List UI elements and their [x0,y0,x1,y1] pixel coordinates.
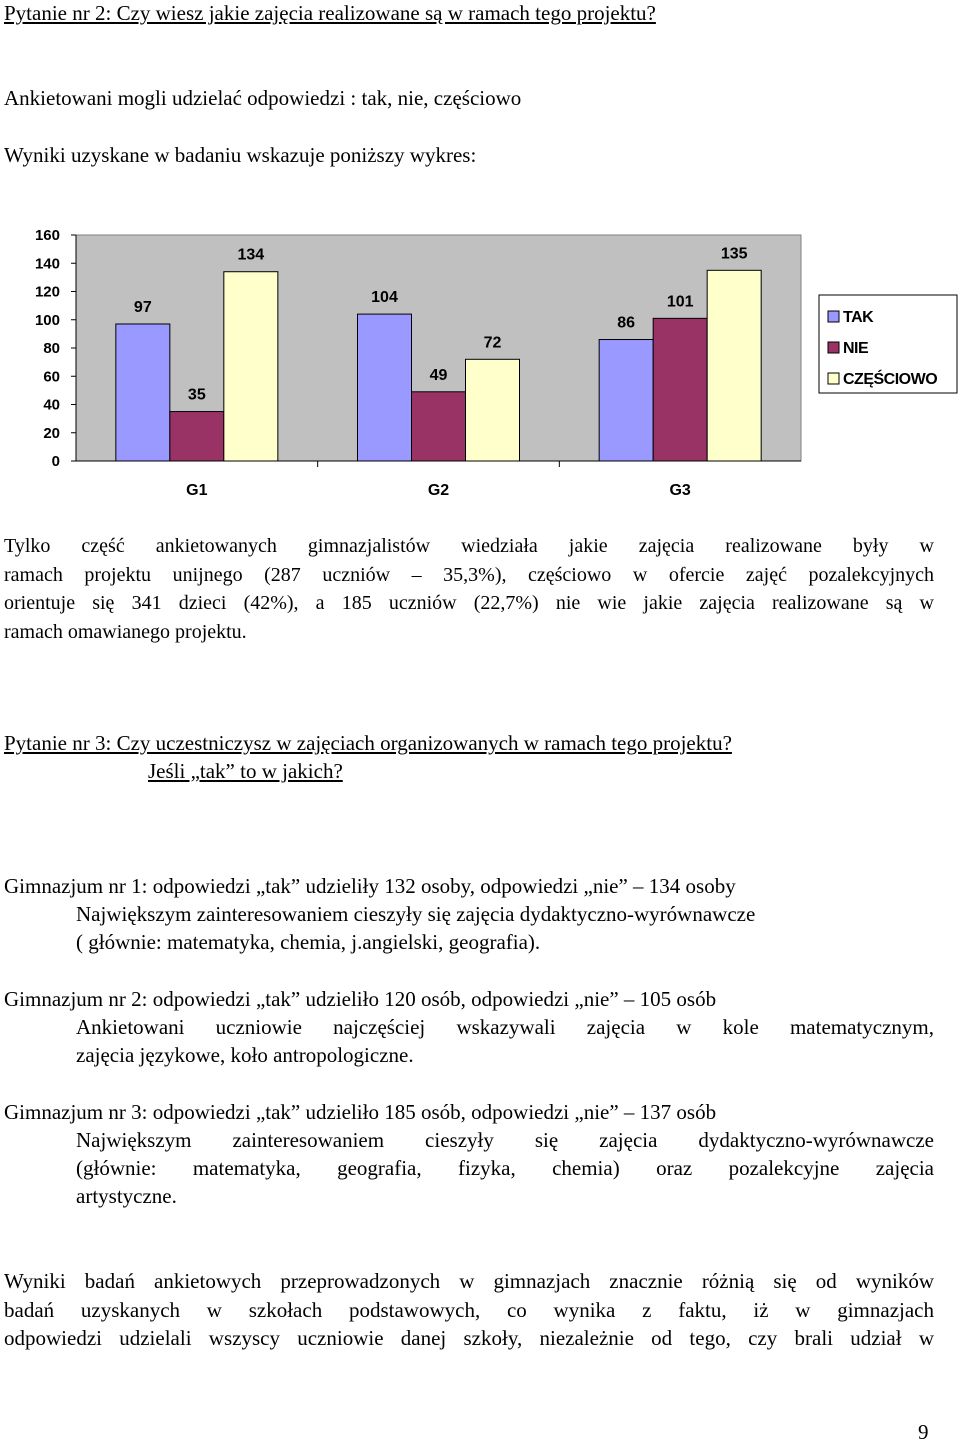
conclusion-line-2: badań uzyskanych w szkołach podstawowych, co wynika z faktu, iż w gimnazjach [4,1297,934,1322]
y-tick-label: 100 [34,311,60,329]
summary-line-1: Tylko część ankietowanych gimnazjalistów wiedziała jakie zajęcia realizowane były w [4,535,934,557]
bar-częściowo-g1 [224,272,278,461]
school-2-summary: Gimnazjum nr 2: odpowiedzi „tak” udzieliło 120 osób, odpowiedzi „nie” – 105 osób [4,987,717,1011]
x-tick-label: G3 [669,482,691,499]
intro-text-results: Wyniki uzyskane w badaniu wskazuje poniższy wykres: [4,143,477,167]
summary-line-3: orientuje się 341 dzieci (42%), a 185 uczniów (22,7%) nie wie jakie zajęcia realizowane są w [4,592,934,614]
x-tick-label: G1 [186,482,208,499]
data-label: 135 [720,245,748,263]
legend-label: CZĘŚCIOWO [843,371,938,388]
question-2-heading: Pytanie nr 2: Czy wiesz jakie zajęcia realizowane są w ramach tego projektu? [4,1,656,25]
bar-chart [0,215,960,510]
summary-paragraph [4,532,934,646]
x-tick-label: G2 [427,482,450,499]
school-2-subjects: zajęcia językowe, koło antropologiczne. [76,1043,414,1067]
school-3-subjects-end: artystyczne. [76,1184,177,1208]
question-3-heading: Pytanie nr 3: Czy uczestniczysz w zajęciach organizowanych w ramach tego projektu? [4,731,732,755]
school-3-interests: Największym zainteresowaniem cieszyły się zajęcia dydaktyczno-wyrównawcze [76,1128,934,1152]
legend-swatch [828,373,839,384]
bar-tak-g3 [599,340,653,461]
school-1-subjects: ( głównie: matematyka, chemia, j.angielski, geografia). [76,930,541,954]
question-3-subheading: Jeśli „tak” to w jakich? [148,759,343,783]
y-tick-label: 160 [34,227,60,244]
conclusion-line-3: odpowiedzi udzielali wszyscy uczniowie danej szkoły, niezależnie od tego, czy brali udział w [4,1326,934,1350]
school-1-summary: Gimnazjum nr 1: odpowiedzi „tak” udzieliły 132 osoby, odpowiedzi „nie” – 134 osoby [4,874,736,898]
y-tick-label: 140 [34,255,60,273]
school-3-summary: Gimnazjum nr 3: odpowiedzi „tak” udzieliło 185 osób, odpowiedzi „nie” – 137 osób [4,1100,717,1124]
bar-tak-g2 [358,314,412,461]
data-label: 101 [666,293,694,311]
school-1-interests: Największym zainteresowaniem cieszyły się zajęcia dydaktyczno-wyrównawcze [76,902,756,926]
y-tick-label: 60 [43,368,60,386]
legend-label: TAK [843,309,874,326]
legend-label: NIE [843,340,869,357]
y-tick-label: 80 [43,340,60,357]
summary-line-2: ramach projektu unijnego (287 uczniów – 35,3%), częściowo w ofercie zajęć pozalekcyjnych [4,563,934,586]
data-label: 35 [187,386,206,404]
school-3-subjects: (głównie: matematyka, geografia, fizyka, chemia) oraz pozalekcyjne zajęcia [76,1156,934,1180]
y-tick-label: 120 [34,283,60,301]
data-label: 72 [483,334,502,352]
y-tick-label: 20 [43,424,60,442]
data-label: 134 [237,246,265,264]
conclusion-paragraph [4,1267,934,1353]
school-2-interests: Ankietowani uczniowie najczęściej wskazywali zajęcia w kole matematycznym, [76,1015,934,1039]
bar-nie-g2 [412,392,466,461]
y-tick-label: 0 [51,453,60,470]
data-label: 49 [429,366,448,384]
bar-tak-g1 [116,324,170,461]
bar-częściowo-g2 [466,359,520,461]
legend-swatch [828,311,839,322]
data-label: 86 [617,314,636,332]
data-label: 97 [133,298,152,316]
page-number: 9 [918,1420,929,1444]
legend-swatch [828,342,839,353]
y-tick-label: 40 [43,396,60,414]
conclusion-line-1: Wyniki badań ankietowych przeprowadzonych w gimnazjach znacznie różnią się od wyników [4,1269,934,1293]
bar-nie-g1 [170,412,224,461]
bar-częściowo-g3 [707,270,761,461]
data-label: 104 [371,289,398,307]
intro-text-answers: Ankietowani mogli udzielać odpowiedzi : tak, nie, częściowo [4,86,522,110]
bar-nie-g3 [653,318,707,461]
summary-line-4: ramach omawianego projektu. [4,620,247,643]
